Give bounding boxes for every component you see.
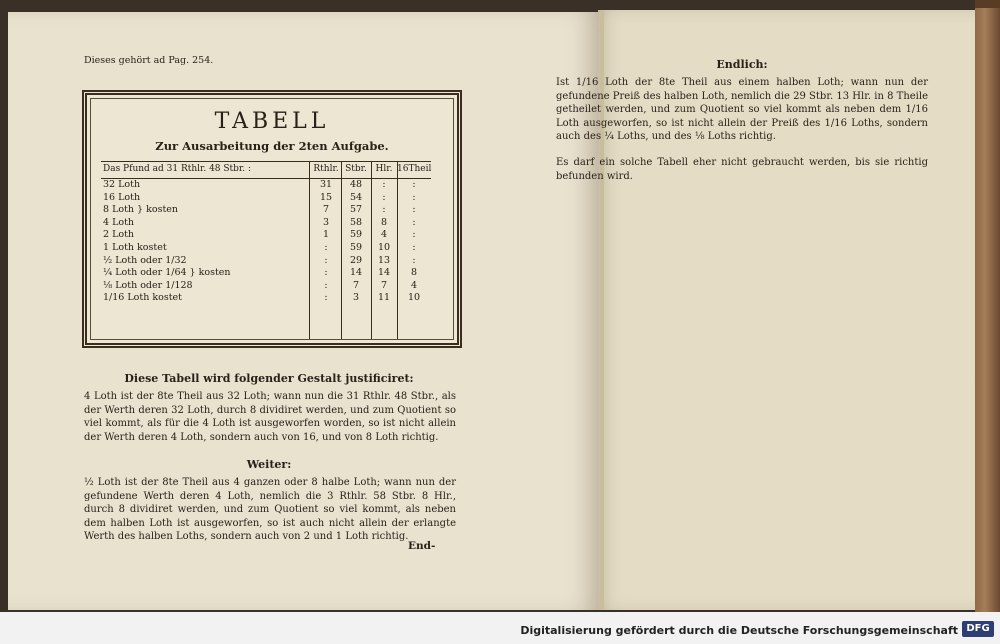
column-divider xyxy=(397,161,398,339)
funding-credit: Digitalisierung gefördert durch die Deutsche Forschungsgemeinschaft xyxy=(520,624,958,637)
table-row: 1/16 Loth kostet : 3 11 10 xyxy=(103,292,421,304)
header-16theil: 16Theil xyxy=(397,164,432,174)
table-frame xyxy=(82,90,462,348)
column-divider xyxy=(309,161,310,339)
table-subtitle: Zur Ausarbeitung der 2ten Aufgabe. xyxy=(155,139,389,153)
paragraph-justification: 4 Loth ist der 8te Theil aus 32 Loth; wann nun die 31 Rthlr. 48 Stbr., als der Werth deren 32 Loth, durch 8 dividiret werden, und zum Quotient so viel kommt, als für die 4 Loth ist ausgeworfen worden, so ist nicht allein der Werth deren 4 Loth, sondern auch von 16, und von 8 Loth richtig. xyxy=(84,391,456,443)
header-hlr: Hlr. xyxy=(375,164,393,174)
catchword: End- xyxy=(408,540,436,552)
heading-weiter: Weiter: xyxy=(246,458,292,471)
paragraph-weiter: ½ Loth ist der 8te Theil aus 4 ganzen oder 8 halbe Loth; wann nun der gefundene Werth deren 4 Loth, nemlich die 3 Rthlr. 58 Stbr. 8 Hlr., durch 8 dividiret werden, und zum Quotient so viel kommt, als neben dem halben Loth ist ausgeworfen, so ist auch nicht allein der erlangte Werth des halben Loths, sondern auch von 2 und 1 Loth richtig. xyxy=(84,477,456,543)
book-cover-edge xyxy=(975,8,1000,612)
table-row: ⅛ Loth oder 1/128 : 7 7 4 xyxy=(103,279,418,291)
header-stbr: Stbr. xyxy=(345,164,367,174)
table-title: TABELL xyxy=(214,109,330,134)
column-divider xyxy=(341,161,342,339)
table-row: 32 Loth 31 48 : : xyxy=(103,179,416,190)
table-row: 16 Loth 15 54 : : xyxy=(103,191,416,203)
dfg-logo: DFG xyxy=(962,621,994,637)
table-row: 1 Loth kostet : 59 10 : xyxy=(103,241,416,253)
table-row: ¼ Loth oder 1/64 } kosten : 14 14 8 xyxy=(103,267,418,279)
heading-justification: Diese Tabell wird folgender Gestalt justificiret: xyxy=(124,372,414,385)
table-header-row xyxy=(101,161,431,179)
header-rthlr: Rthlr. xyxy=(313,164,339,174)
table-row: 2 Loth 1 59 4 : xyxy=(103,229,416,241)
heading-endlich: Endlich: xyxy=(716,58,768,71)
column-divider xyxy=(371,161,372,339)
price-table xyxy=(101,161,431,305)
table-body xyxy=(101,179,431,305)
table-row: ½ Loth oder 1/32 : 29 13 : xyxy=(103,254,416,266)
paragraph-final: Es darf ein solche Tabell eher nicht gebraucht werden, bis sie richtig befunden wird. xyxy=(556,157,928,182)
table-row: 8 Loth } kosten 7 57 : : xyxy=(103,204,416,216)
table-row: 4 Loth 3 58 8 : xyxy=(103,216,416,228)
page-reference: Dieses gehört ad Pag. 254. xyxy=(84,55,214,66)
header-label: Das Pfund ad 31 Rthlr. 48 Stbr. : xyxy=(103,164,251,174)
paragraph-endlich: Ist 1/16 Loth der 8te Theil aus einem halben Loth; wann nun der gefundene Preiß des halben Loth, nemlich die 29 Stbr. 13 Hlr. in 8 Theile getheilet werden, und zum Quotient so viel kommt als neben dem 1/16 Loth ausgeworfen, so ist nicht allein der Preiß des 1/16 Loths, sondern auch des ¼ Loths, und des ⅛ Loths richtig. xyxy=(556,77,928,143)
